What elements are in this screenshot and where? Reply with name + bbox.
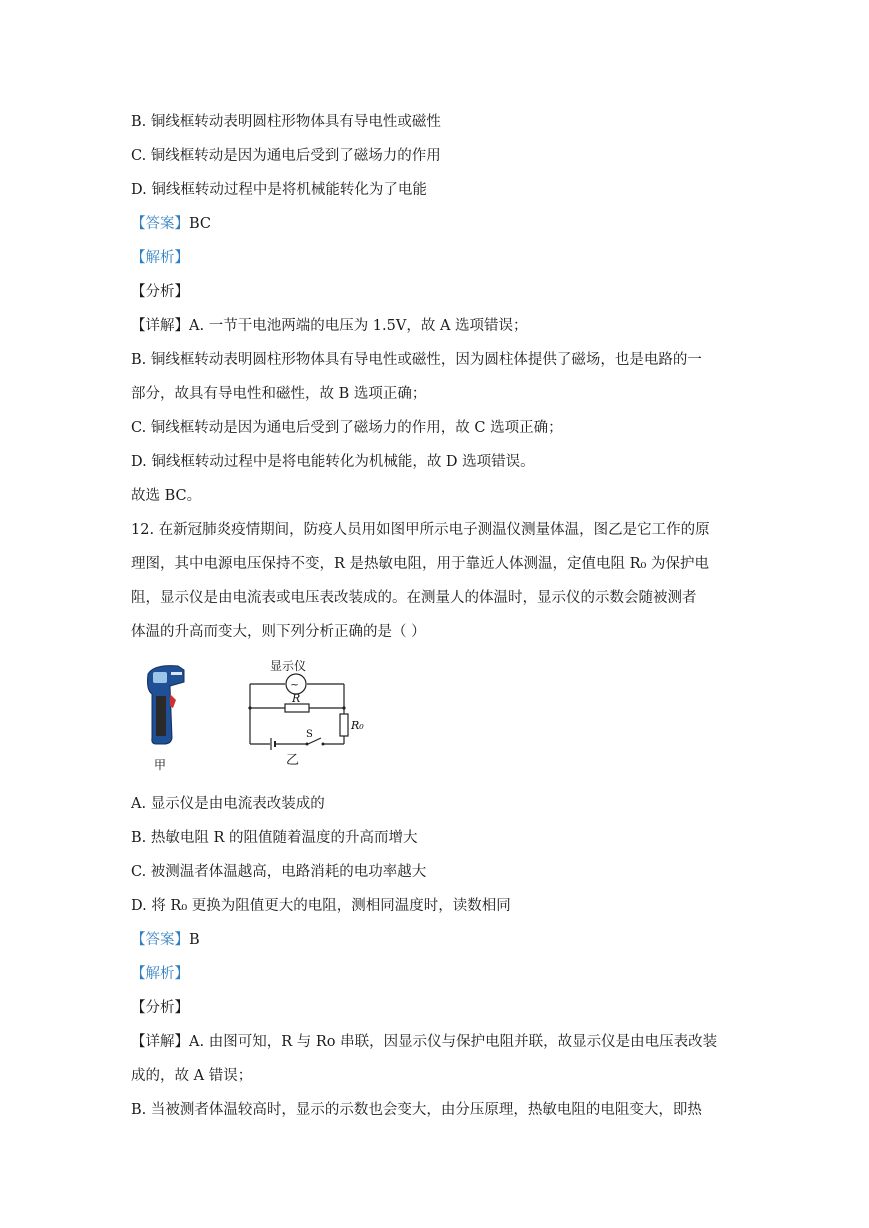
q12-option-a: A. 显示仪是由电流表改装成的 <box>131 796 325 812</box>
figure-svg <box>140 660 380 775</box>
q11-conclusion: 故选 BC。 <box>131 488 202 504</box>
q12-stem-4: 体温的升高而变大，则下列分析正确的是（ ） <box>131 624 426 640</box>
q11-detail-b2: 部分，故具有导电性和磁性，故 B 选项正确； <box>131 386 427 402</box>
label-jia: 甲 <box>154 758 167 772</box>
gun-screen <box>153 672 167 683</box>
label-r: R <box>292 692 301 705</box>
q12-detail-a1: 【详解】A. 由图可知，R 与 Ro 串联，因显示仪与保护电阻并联，故显示仪是由电压表改装 <box>131 1034 718 1050</box>
q12-option-d: D. 将 R₀ 更换为阻值更大的电阻，测相同温度时，读数相同 <box>131 898 511 914</box>
q11-option-b: B. 铜线框转动表明圆柱形物体具有导电性或磁性 <box>131 114 441 130</box>
q12-option-c: C. 被测温者体温越高，电路消耗的电功率越大 <box>131 864 427 880</box>
q12-detail-a2: 成的，故 A 错误； <box>131 1068 253 1084</box>
answer-value: B <box>189 932 200 948</box>
q11-detail-d: D. 铜线框转动过程中是将电能转化为机械能，故 D 选项错误。 <box>131 454 535 470</box>
label-yi: 乙 <box>286 753 300 768</box>
q12-stem-3: 阻，显示仪是由电流表或电压表改装成的。在测量人的体温时，显示仪的示数会随被测者 <box>131 590 697 606</box>
q12-option-b: B. 热敏电阻 R 的阻值随着温度的升高而增大 <box>131 830 418 846</box>
q12-stem-1: 12. 在新冠肺炎疫情期间，防疫人员用如图甲所示电子测温仪测量体温，图乙是它工作的原 <box>131 522 710 538</box>
q11-answer <box>131 214 211 234</box>
q11-option-d: D. 铜线框转动过程中是将机械能转化为了电能 <box>131 182 427 198</box>
q12-detail-b: B. 当被测者体温较高时，显示的示数也会变大，由分压原理，热敏电阻的电阻变大，即热 <box>131 1102 702 1118</box>
label-s: S <box>306 729 313 740</box>
q12-fenxi: 【分析】 <box>131 1000 189 1016</box>
answer-tag: 【答案】 <box>131 932 189 948</box>
answer-tag: 【答案】 <box>131 216 189 232</box>
thermometer-gun <box>148 666 185 744</box>
q11-detail-c: C. 铜线框转动是因为通电后受到了磁场力的作用，故 C 选项正确； <box>131 420 563 436</box>
q11-detail-b1: B. 铜线框转动表明圆柱形物体具有导电性或磁性，因为圆柱体提供了磁场，也是电路的一 <box>131 352 702 368</box>
q11-analysis-tag: 【解析】 <box>131 250 189 266</box>
q12-answer <box>131 930 200 950</box>
q11-fenxi: 【分析】 <box>131 284 189 300</box>
q11-option-c: C. 铜线框转动是因为通电后受到了磁场力的作用 <box>131 148 441 164</box>
q12-stem-2: 理图，其中电源电压保持不变，R 是热敏电阻，用于靠近人体测温，定值电阻 R₀ 为保护电 <box>131 556 709 572</box>
q12-figure <box>140 660 380 775</box>
q11-detail-a: 【详解】A. 一节干电池两端的电压为 1.5V，故 A 选项错误； <box>131 318 528 334</box>
q12-analysis-tag: 【解析】 <box>131 966 189 982</box>
answer-value: BC <box>189 216 212 232</box>
resistor-r <box>285 704 309 712</box>
label-r0: R₀ <box>351 719 364 732</box>
label-display: 显示仪 <box>270 660 307 673</box>
resistor-r0 <box>340 714 348 736</box>
meter-symbol: ~ <box>290 678 300 691</box>
